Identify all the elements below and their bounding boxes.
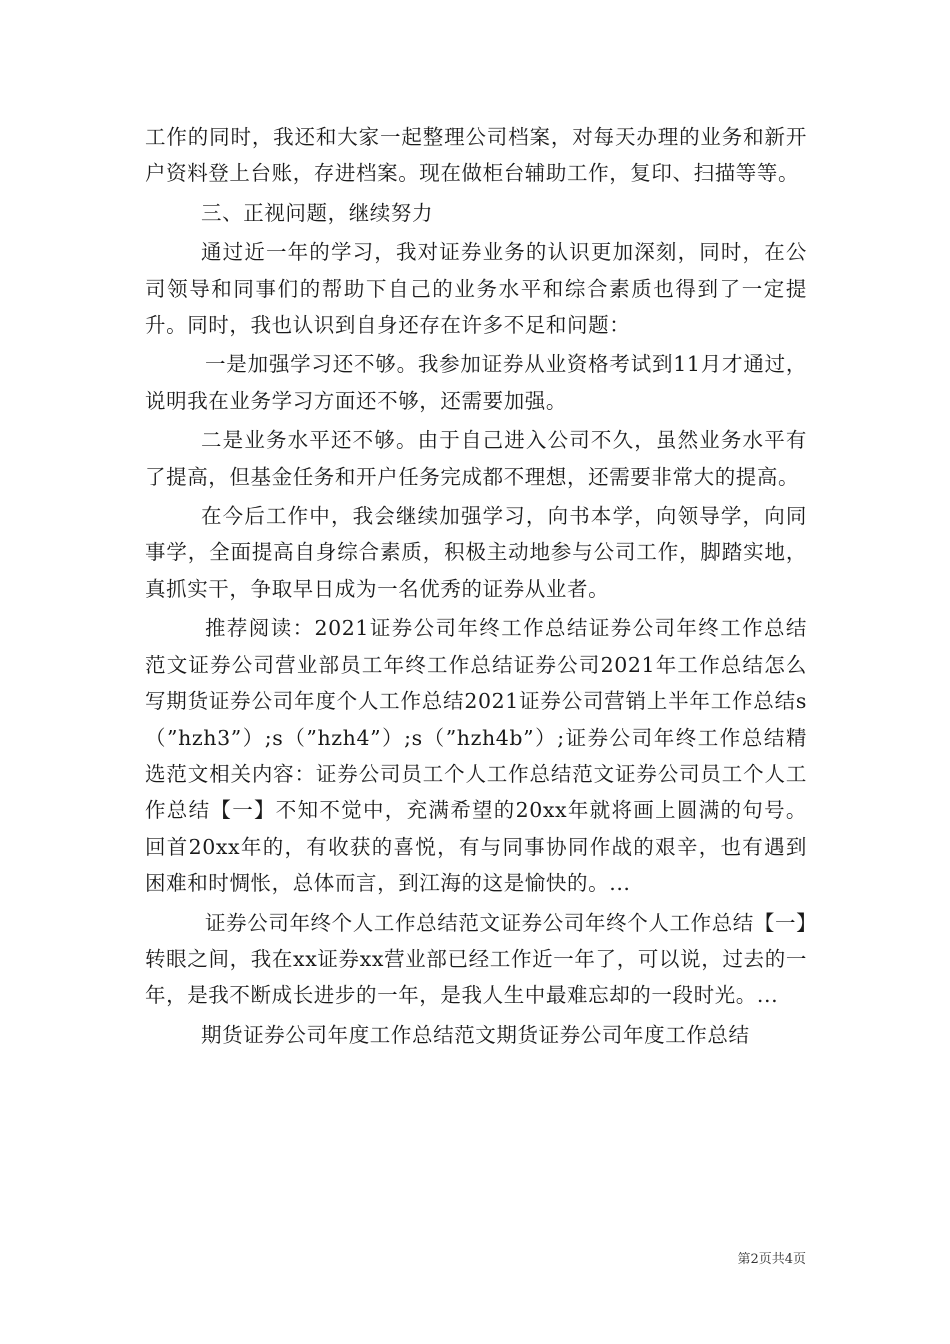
paragraph-problem-one: 一是加强学习还不够。我参加证券从业资格考试到11月才通过，说明我在业务学习方面还不够，还需要加强。 [145,352,807,413]
document-body [145,119,807,1053]
section-heading-face-problems: 三、正视问题，继续努力 [201,200,434,225]
paragraph-related-article-two: 期货证券公司年度工作总结范文期货证券公司年度工作总结 [201,1022,750,1047]
paragraph-recommended-reading: 推荐阅读：2021证券公司年终工作总结证券公司年终工作总结范文证券公司营业部员工年终工作总结证券公司2021年工作总结怎么写期货证券公司年度个人工作总结2021证券公司营销上半年工作总结s（”hzh3”）;s（”hzh4”）;s（”hzh4b”）;证券公司年终工作总结精选范文相关内容：证券公司员工个人工作总结范文证券公司员工个人工作总结【一】不知不觉中，充满希望的20xx年就将画上圆满的句号。回首20xx年的，有收获的喜悦，有与同事协同作战的艰辛，也有遇到困难和时惆怅，总体而言，到江海的这是愉快的。... [145,616,807,896]
page-number: 第2页共4页 [737,1252,806,1267]
paragraph-future-plan: 在今后工作中，我会继续加强学习，向书本学，向领导学，向同事学，全面提高自身综合素质，积极主动地参与公司工作，脚踏实地，真抓实干，争取早日成为一名优秀的证券从业者。 [145,504,807,601]
paragraph-learning-summary: 通过近一年的学习，我对证券业务的认识更加深刻，同时，在公司领导和同事们的帮助下自己的业务水平和综合素质也得到了一定提升。同时，我也认识到自身还存在许多不足和问题： [145,240,807,338]
paragraph-archive-work: 工作的同时，我还和大家一起整理公司档案，对每天办理的业务和新开户资料登上台账，存进档案。现在做柜台辅助工作，复印、扫描等等。 [145,125,807,186]
paragraph-problem-two: 二是业务水平还不够。由于自己进入公司不久，虽然业务水平有了提高，但基金任务和开户任务完成都不理想，还需要非常大的提高。 [145,428,807,489]
paragraph-related-article-one: 证券公司年终个人工作总结范文证券公司年终个人工作总结【一】转眼之间，我在xx证券xx营业部已经工作近一年了，可以说，过去的一年，是我不断成长进步的一年，是我人生中最难忘却的一段时光。... [145,910,807,1008]
